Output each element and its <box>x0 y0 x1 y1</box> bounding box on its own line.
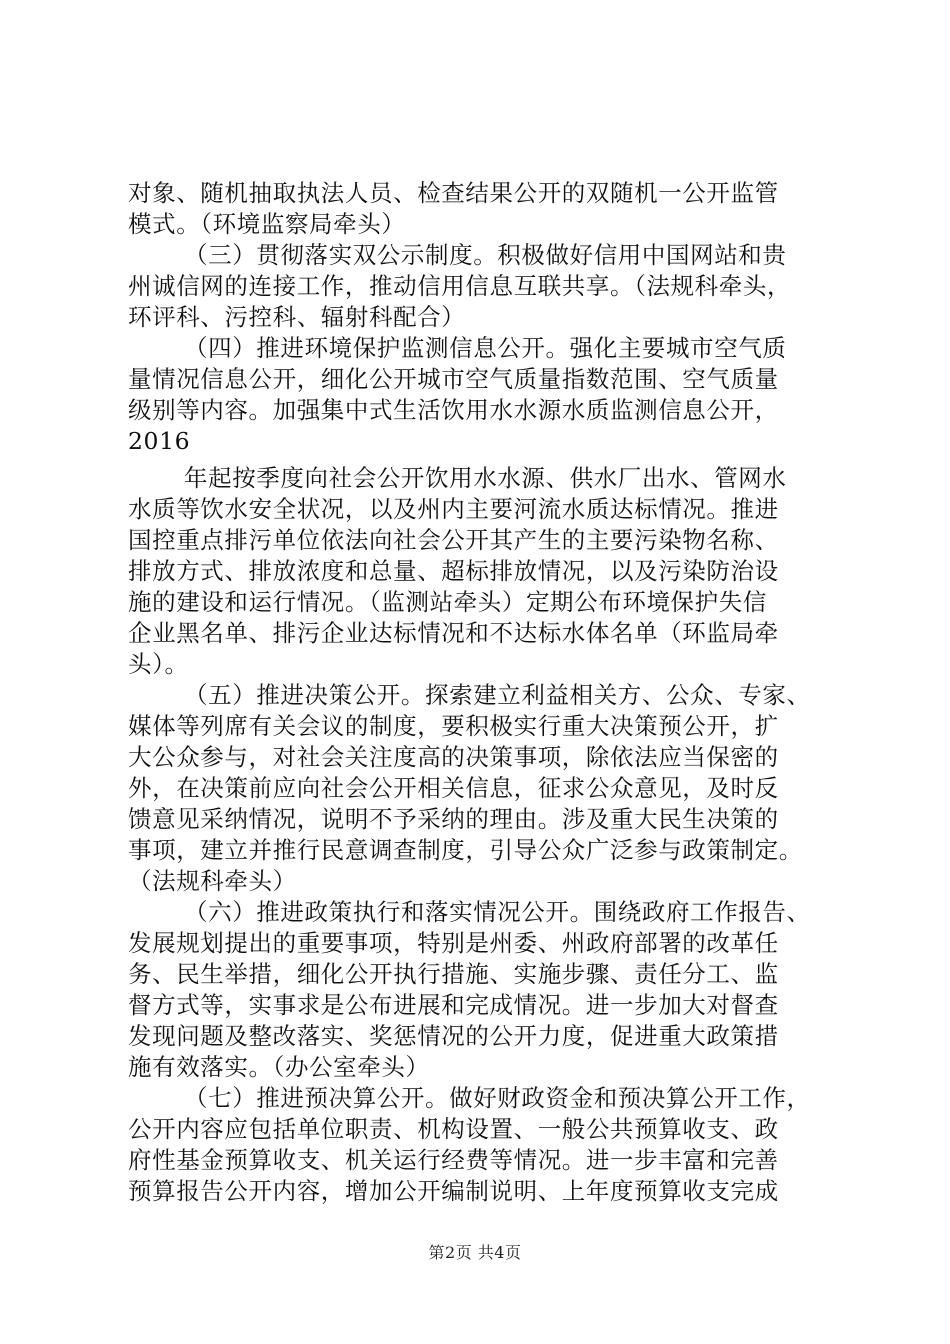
body-line: 发现问题及整改落实、奖惩情况的公开力度，促进重大政策措 <box>128 1022 779 1050</box>
body-line: 大公众参与，对社会关注度高的决策事项，除依法应当保密的 <box>128 743 779 771</box>
body-line: 级别等内容。加强集中式生活饮用水水源水质监测信息公开， <box>128 396 779 424</box>
body-line: 量情况信息公开，细化公开城市空气质量指数范围、空气质量 <box>128 365 779 393</box>
paragraph-start-line: （七）推进预决算公开。做好财政资金和预决算公开工作， <box>184 1084 811 1112</box>
body-line: 府性基金预算收支、机关运行经费等情况。进一步丰富和完善 <box>128 1146 779 1174</box>
body-line: 企业黑名单、排污企业达标情况和不达标水体名单（环监局牵 <box>128 619 779 647</box>
document-body <box>128 178 840 1207</box>
body-line: 督方式等，实事求是公布进展和完成情况。进一步加大对督查 <box>128 991 779 1019</box>
body-line: （法规科牵头） <box>128 867 297 895</box>
paragraph-start-line: （五）推进决策公开。探索建立利益相关方、公众、专家、 <box>184 681 811 709</box>
body-line: 国控重点排污单位依法向社会公开其产生的主要污染物名称、 <box>128 526 779 554</box>
body-line: 环评科、污控科、辐射科配合） <box>128 303 466 331</box>
body-line: 水质等饮水安全状况，以及州内主要河流水质达标情况。推进 <box>128 495 779 523</box>
body-line: 对象、随机抽取执法人员、检查结果公开的双随机一公开监管 <box>128 179 779 207</box>
paragraph-start-line: （六）推进政策执行和落实情况公开。围绕政府工作报告、 <box>184 898 811 926</box>
body-line: 预算报告公开内容，增加公开编制说明、上年度预算收支完成 <box>128 1177 779 1205</box>
body-line: 州诚信网的连接工作，推动信用信息互联共享。（法规科牵头， <box>128 272 792 300</box>
body-line: 排放方式、排放浓度和总量、超标排放情况，以及污染防治设 <box>128 557 779 585</box>
body-line: 施有效落实。（办公室牵头） <box>128 1053 430 1081</box>
body-line: 务、民生举措，细化公开执行措施、实施步骤、责任分工、监 <box>128 960 779 988</box>
body-line: 外，在决策前应向社会公开相关信息，征求公众意见，及时反 <box>128 774 779 802</box>
page-number-footer: 第2页 共4页 <box>428 1243 522 1262</box>
body-line: 模式。（环境监察局牵头） <box>128 210 406 238</box>
body-line: 馈意见采纳情况，说明不予采纳的理由。涉及重大民生决策的 <box>128 805 779 833</box>
body-line: 施的建设和运行情况。（监测站牵头）定期公布环境保护失信 <box>128 588 767 616</box>
paragraph-start-line: （四）推进环境保护监测信息公开。强化主要城市空气质 <box>184 334 787 362</box>
body-line: 发展规划提出的重要事项，特别是州委、州政府部署的改革任 <box>128 929 779 957</box>
body-line: 头）。 <box>128 650 189 678</box>
paragraph-start-line: 年起按季度向社会公开饮用水水源、供水厂出水、管网水 <box>184 464 787 492</box>
body-line: 公开内容应包括单位职责、机构设置、一般公共预算收支、政 <box>128 1115 779 1143</box>
body-line: 事项，建立并推行民意调查制度，引导公众广泛参与政策制定。 <box>128 836 803 864</box>
body-line: 媒体等列席有关会议的制度，要积极实行重大决策预公开，扩 <box>128 712 779 740</box>
paragraph-start-line: （三）贯彻落实双公示制度。积极做好信用中国网站和贵 <box>184 241 787 269</box>
body-line: 2016 <box>128 427 191 455</box>
